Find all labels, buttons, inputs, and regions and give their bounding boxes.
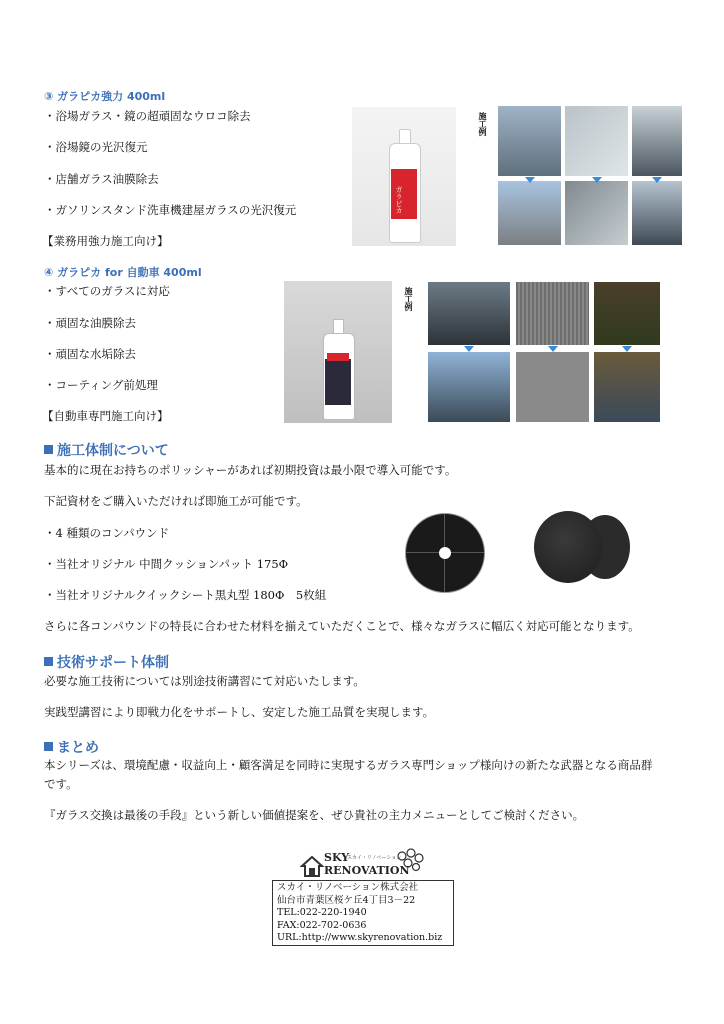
example-photo <box>594 282 660 345</box>
body-text: 基本的に現在お持ちのポリッシャーがあれば初期投資は最小限で導入可能です。 <box>44 463 457 477</box>
section-heading: 技術サポート体制 <box>44 652 169 672</box>
body-text: です。 <box>44 777 78 791</box>
square-bullet-icon <box>44 657 53 666</box>
product3-bullet-2: ・浴場鏡の光沢復元 <box>44 140 148 154</box>
product4-side-label: 施工例 <box>404 287 413 311</box>
cushion-pad-photo <box>534 511 602 583</box>
company-info-box <box>272 880 454 946</box>
material-item: ・4 種類のコンパウンド <box>44 526 170 540</box>
example-photo <box>632 181 682 245</box>
company-url[interactable]: URL:http://www.skyrenovation.biz <box>277 932 443 943</box>
product4-bottle-photo <box>284 281 392 423</box>
example-photo <box>498 106 561 176</box>
product3-side-label: 施工例 <box>478 112 487 136</box>
product3-heading: ③ ガラピカ強力 400ml <box>44 90 166 103</box>
body-text: 必要な施工技術については別途技術講習にて対応いたします。 <box>44 674 365 688</box>
arrow-down-icon <box>622 346 632 352</box>
body-text: 『ガラス交換は最後の手段』という新しい価値提案を、ぜひ貴社の主力メニューとしてご検討ください。 <box>44 808 585 822</box>
product3-bullet-3: ・店舗ガラス油膜除去 <box>44 172 159 186</box>
arrow-down-icon <box>525 177 535 183</box>
quick-sheet-photo <box>405 513 485 593</box>
arrow-down-icon <box>464 346 474 352</box>
body-text: 下記資材をご購入いただければ即施工が可能です。 <box>44 494 308 508</box>
square-bullet-icon <box>44 742 53 751</box>
product3-bullet-1: ・浴場ガラス・鏡の超頑固なウロコ除去 <box>44 109 251 123</box>
arrow-down-icon <box>592 177 602 183</box>
product3-bottle-photo <box>352 107 456 246</box>
section-heading: 施工体制について <box>44 440 169 460</box>
company-tel: TEL:022-220-1940 <box>277 907 367 918</box>
square-bullet-icon <box>44 445 53 454</box>
example-photo <box>516 352 589 422</box>
body-text: 実践型講習により即戦力化をサポートし、安定した施工品質を実現します。 <box>44 705 435 719</box>
product4-bullet-2: ・頑固な油膜除去 <box>44 316 136 330</box>
example-photo <box>516 282 589 345</box>
company-name: スカイ・リノベーション株式会社 <box>277 882 419 893</box>
product4-bullet-4: ・コーティング前処理 <box>44 378 158 392</box>
company-logo: SKY RENOVATION スカイ・リノベーション <box>300 852 424 880</box>
product4-note: 【自動車専門施工向け】 <box>42 409 169 423</box>
example-photo <box>565 181 628 245</box>
example-photo <box>594 352 660 422</box>
arrow-down-icon <box>652 177 662 183</box>
arrow-down-icon <box>548 346 558 352</box>
company-address: 仙台市青葉区桜ケ丘4丁目3－22 <box>277 894 416 906</box>
product4-heading: ④ ガラピカ for 自動車 400ml <box>44 266 202 279</box>
product3-bullet-4: ・ガソリンスタンド洗車機建屋ガラスの光沢復元 <box>44 203 297 217</box>
example-photo <box>565 106 628 176</box>
example-photo <box>632 106 682 176</box>
example-photo <box>428 282 510 345</box>
material-item: ・当社オリジナル 中間クッションパット 175Φ <box>44 557 289 571</box>
material-item: ・当社オリジナルクイックシート黒丸型 180Φ 5枚組 <box>44 588 327 602</box>
product4-bullet-1: ・すべてのガラスに対応 <box>44 284 170 298</box>
bottle-label: ガラピカ <box>395 186 403 214</box>
example-photo <box>428 352 510 422</box>
example-photo <box>498 181 561 245</box>
bubbles-icon <box>396 848 424 872</box>
section-heading: まとめ <box>44 737 99 757</box>
product3-note: 【業務用強力施工向け】 <box>42 234 169 248</box>
product4-bullet-3: ・頑固な水垢除去 <box>44 347 136 361</box>
body-text: 本シリーズは、環境配慮・収益向上・顧客満足を同時に実現するガラス専門ショップ様向けの新たな武器となる商品群 <box>44 758 653 772</box>
company-fax: FAX:022-702-0636 <box>277 919 367 931</box>
body-text: さらに各コンパウンドの特長に合わせた材料を揃えていただくことで、様々なガラスに幅広く対応可能となります。 <box>44 619 640 633</box>
house-icon <box>300 854 324 878</box>
